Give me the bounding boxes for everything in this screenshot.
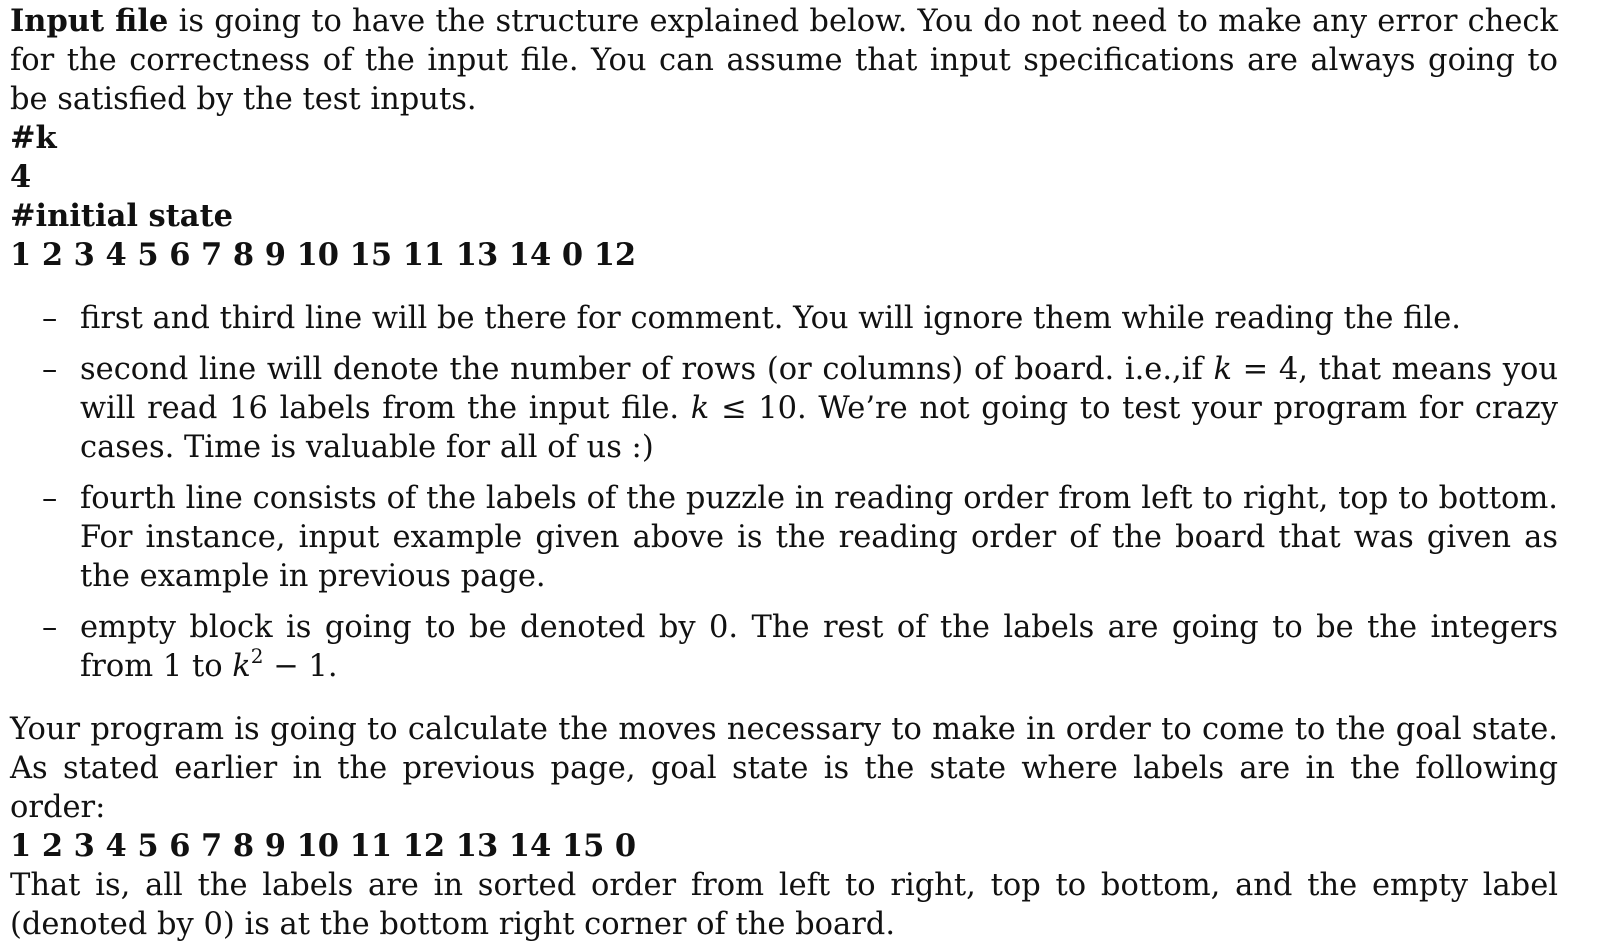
list-item-4-text-a: empty block is going to be denoted by 0. The rest of the labels are going to be the integers from 1 to	[80, 610, 1558, 684]
example-input-block	[10, 119, 1558, 275]
math-k: k	[232, 649, 251, 684]
example-line-3: #initial state	[10, 198, 234, 234]
list-item	[10, 608, 1558, 686]
example-line-2: 4	[10, 159, 32, 195]
intro-text: is going to have the structure explained below. You do not need to make any error check for the correctness of the input file. You can assume that input specifications are always going to be satisfied by the test inputs.	[10, 4, 1558, 117]
list-dash: –	[42, 301, 58, 336]
example-line-1: #k	[10, 120, 57, 156]
list-item-4-text-b: − 1.	[263, 649, 338, 684]
goal-explanation: That is, all the labels are in sorted order from left to right, top to bottom, and the empty label (denoted by 0) is at the bottom right corner of the board.	[10, 868, 1558, 942]
goal-sequence: 1 2 3 4 5 6 7 8 9 10 11 12 13 14 15 0	[10, 828, 637, 864]
list-item-1-text: first and third line will be there for comment. You will ignore them while reading the file.	[80, 301, 1461, 336]
math-k: k	[690, 391, 710, 426]
list-item-2-text-b: = 4, that means you will read 16 labels from the input file.	[80, 352, 1558, 426]
list-item	[10, 299, 1558, 338]
intro-bold-lead: Input file	[10, 3, 169, 39]
math-k: k	[1213, 352, 1232, 387]
goal-section	[10, 710, 1558, 944]
list-item	[10, 350, 1558, 467]
list-item-2-text-a: second line will denote the number of rows (or columns) of board. i.e.,if	[80, 352, 1214, 387]
intro-paragraph	[10, 2, 1558, 119]
list-dash: –	[42, 352, 58, 387]
list-item-3-text: fourth line consists of the labels of the puzzle in reading order from left to right, top to bottom. For instance, input example given above is the reading order of the board that was given as the example in previous page.	[80, 481, 1558, 594]
list-dash: –	[42, 610, 58, 645]
document-page	[10, 2, 1558, 944]
math-exponent: 2	[250, 644, 264, 668]
list-item-2-text-c: ≤ 10. We’re not going to test your program for crazy cases. Time is valuable for all of us :)	[80, 391, 1559, 465]
list-item	[10, 479, 1558, 596]
list-dash: –	[42, 481, 58, 516]
example-line-4: 1 2 3 4 5 6 7 8 9 10 15 11 13 14 0 12	[10, 237, 637, 273]
input-spec-list	[10, 299, 1558, 686]
goal-paragraph: Your program is going to calculate the moves necessary to make in order to come to the goal state. As stated earlier in the previous page, goal state is the state where labels are in the following order:	[10, 712, 1558, 825]
